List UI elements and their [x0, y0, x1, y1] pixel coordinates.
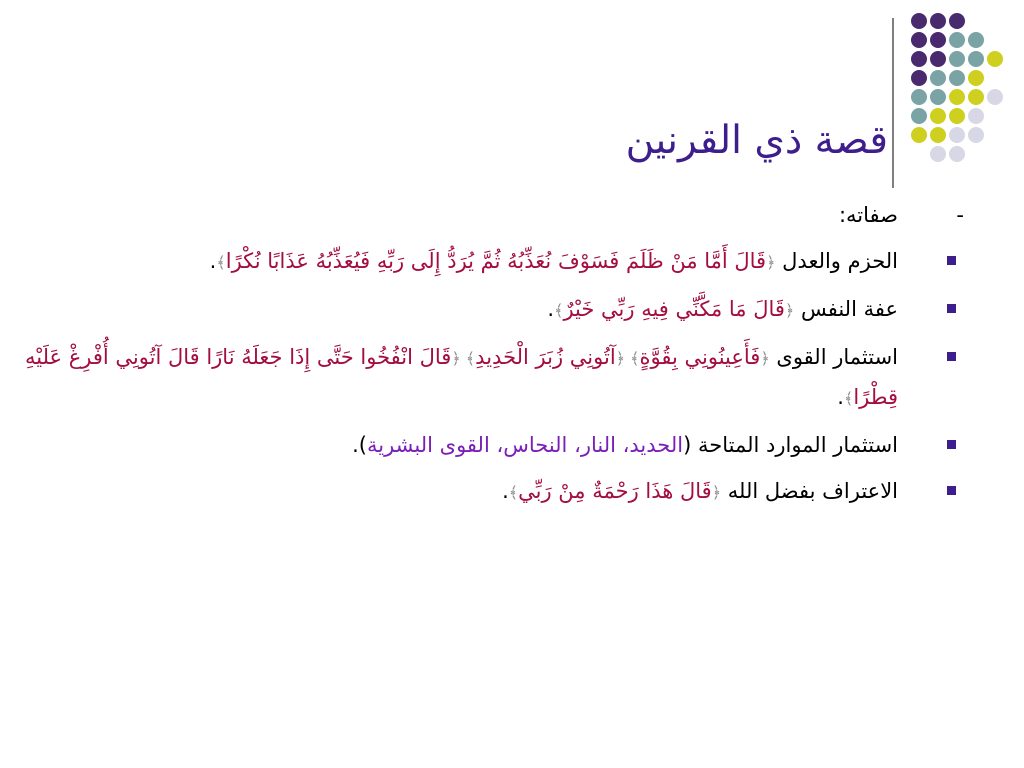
- decorative-dot: [949, 13, 965, 29]
- slide-title: قصة ذي القرنين: [625, 118, 888, 163]
- decorative-dot: [911, 70, 927, 86]
- decorative-dot: [911, 32, 927, 48]
- decorative-dot: [949, 146, 965, 162]
- square-bullet-icon: [947, 352, 956, 361]
- decorative-dot: [911, 13, 927, 29]
- quran-bracket-separator: ﴾ ﴿: [615, 349, 640, 368]
- decorative-dot: [930, 32, 946, 48]
- item-lead: الاعتراف بفضل الله: [721, 479, 898, 503]
- decorative-dot: [968, 89, 984, 105]
- bullet-item-powers: [18, 338, 898, 418]
- quran-close-bracket: ﴾: [554, 301, 564, 320]
- bullet-item-firmness: [18, 242, 898, 282]
- decorative-dot: [968, 70, 984, 86]
- bullet-item-resources: [18, 426, 898, 464]
- decorative-dot: [930, 146, 946, 162]
- quran-verse: قَالَ مَا مَكَّنِّي فِيهِ رَبِّي خَيْرٌ: [563, 297, 785, 321]
- decorative-dot: [930, 89, 946, 105]
- square-bullet-icon: [947, 440, 956, 449]
- decorative-dot-grid: [911, 13, 1024, 173]
- resources-list: الحديد، النار، النحاس، القوى البشرية: [366, 433, 684, 457]
- item-lead: عفة النفس: [794, 297, 898, 321]
- decorative-dot: [930, 70, 946, 86]
- quran-verse-2: آتُونِي زُبَرَ الْحَدِيدِ: [475, 345, 616, 369]
- decorative-dot: [911, 108, 927, 124]
- quran-open-bracket: ﴿: [711, 483, 722, 502]
- bullet-item-chastity: [18, 290, 898, 330]
- decorative-dot: [949, 89, 965, 105]
- square-bullet-icon: [947, 486, 956, 495]
- decorative-dot: [968, 32, 984, 48]
- quran-verse-1: فَأَعِينُونِي بِقُوَّةٍ: [639, 345, 761, 369]
- decorative-dot: [987, 51, 1003, 67]
- decorative-dot: [949, 108, 965, 124]
- quran-close-bracket: ﴾: [843, 389, 854, 408]
- decorative-dot: [911, 51, 927, 67]
- item-lead: استثمار الموارد المتاحة (: [683, 433, 898, 457]
- quran-verse: قَالَ هَذَا رَحْمَةٌ مِنْ رَبِّي: [518, 479, 712, 503]
- quran-open-bracket: ﴿: [766, 253, 776, 272]
- decorative-dot: [949, 32, 965, 48]
- decorative-dot: [949, 70, 965, 86]
- quran-close-bracket: ﴾: [216, 253, 226, 272]
- quran-verse-3: قَالَ انْفُخُوا حَتَّى إِذَا جَعَلَهُ نَارًا قَالَ آتُونِي أُفْرِغْ عَلَيْهِ قِطْرًا: [24, 345, 898, 409]
- quran-close-bracket: ﴾: [508, 483, 519, 502]
- decorative-dot: [968, 51, 984, 67]
- decorative-dot: [930, 108, 946, 124]
- subheading: [18, 196, 964, 234]
- square-bullet-icon: [947, 304, 956, 313]
- item-end: .: [547, 297, 555, 321]
- slide-body: [18, 196, 964, 520]
- item-end: .: [837, 385, 844, 409]
- decorative-dot: [987, 89, 1003, 105]
- square-bullet-icon: [947, 256, 956, 265]
- decorative-dot: [930, 13, 946, 29]
- subheading-dash: -: [956, 203, 964, 227]
- item-end: .: [502, 479, 509, 503]
- decorative-dot: [930, 51, 946, 67]
- item-lead: استثمار القوى: [769, 345, 898, 369]
- quran-open-bracket: ﴿: [784, 301, 795, 320]
- quran-bracket-separator: ﴾ ﴿: [451, 349, 476, 368]
- decorative-dot: [930, 127, 946, 143]
- decorative-dot: [968, 127, 984, 143]
- decorative-dot: [949, 127, 965, 143]
- subheading-label: صفاته:: [838, 203, 898, 227]
- quran-open-bracket: ﴿: [760, 349, 770, 368]
- item-lead: الحزم والعدل: [775, 249, 898, 273]
- quran-verse: قَالَ أَمَّا مَنْ ظَلَمَ فَسَوْفَ نُعَذِّبُهُ ثُمَّ يُرَدُّ إِلَى رَبِّهِ فَيُعَذِّبُهُ عَذَابًا نُكْرًا: [225, 249, 767, 273]
- decorative-dot: [968, 108, 984, 124]
- item-end: .: [209, 249, 217, 273]
- decorative-dot: [949, 51, 965, 67]
- decorative-dot: [911, 89, 927, 105]
- decorative-dot: [911, 127, 927, 143]
- bullet-item-gratitude: [18, 472, 898, 512]
- title-divider-line: [892, 18, 894, 188]
- item-end: ).: [352, 433, 367, 457]
